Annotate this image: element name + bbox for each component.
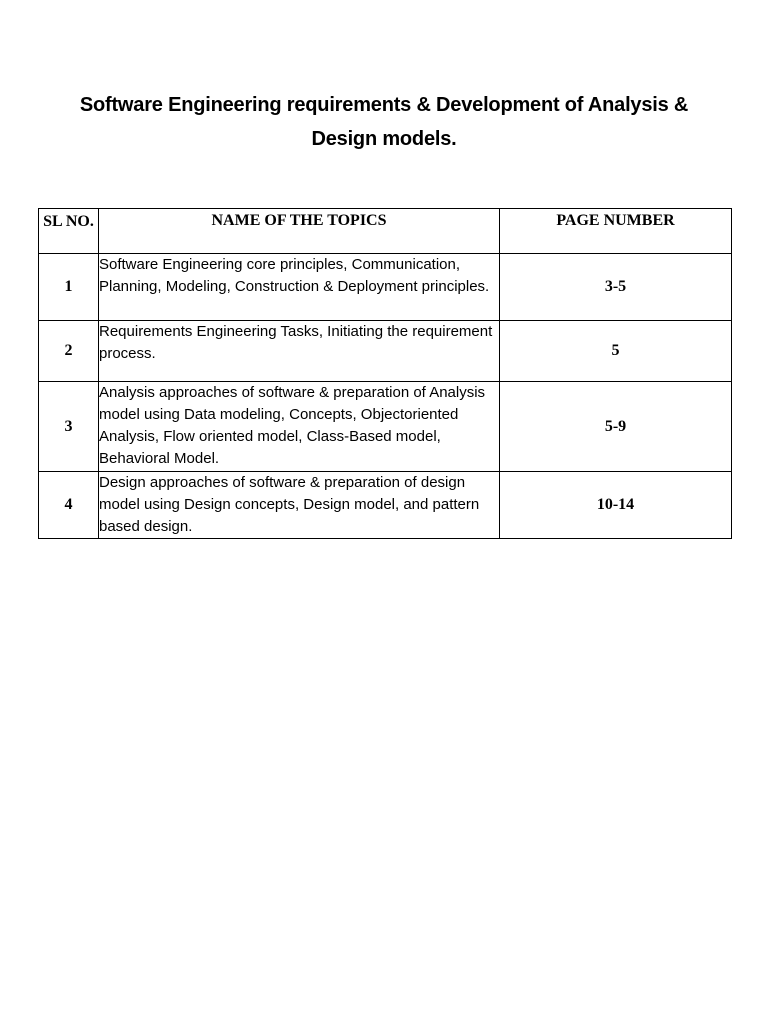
row-sl-number: 4 (39, 472, 99, 539)
row-sl-number: 3 (39, 382, 99, 472)
row-sl-number: 2 (39, 321, 99, 382)
topics-header: NAME OF THE TOPICS (99, 209, 500, 254)
row-page-number: 10-14 (500, 472, 732, 539)
table-header-row (39, 209, 732, 254)
table-row (39, 382, 732, 472)
row-topic: Analysis approaches of software & preparation of Analysis model using Data modeling, Concepts, Objectoriented Analysis, Flow oriented model, Class-Based model, Behavioral Model. (99, 382, 500, 472)
page-number-header: PAGE NUMBER (500, 209, 732, 254)
title-line-1: Software Engineering requirements & Development of Analysis & (79, 94, 689, 116)
document-title (40, 88, 728, 156)
table-row (39, 472, 732, 539)
row-topic: Software Engineering core principles, Communication, Planning, Modeling, Construction & Deployment principles. (99, 254, 500, 321)
row-page-number: 3-5 (500, 254, 732, 321)
row-page-number: 5 (500, 321, 732, 382)
row-topic: Design approaches of software & preparation of design model using Design concepts, Design model, and pattern based design. (99, 472, 500, 539)
row-sl-number: 1 (39, 254, 99, 321)
row-topic: Requirements Engineering Tasks, Initiating the requirement process. (99, 321, 500, 382)
topics-table (38, 208, 732, 539)
table-row (39, 321, 732, 382)
title-line-2: Design models. (311, 128, 457, 150)
sl-no-header: SL NO. (39, 209, 99, 254)
row-page-number: 5-9 (500, 382, 732, 472)
table-row (39, 254, 732, 321)
